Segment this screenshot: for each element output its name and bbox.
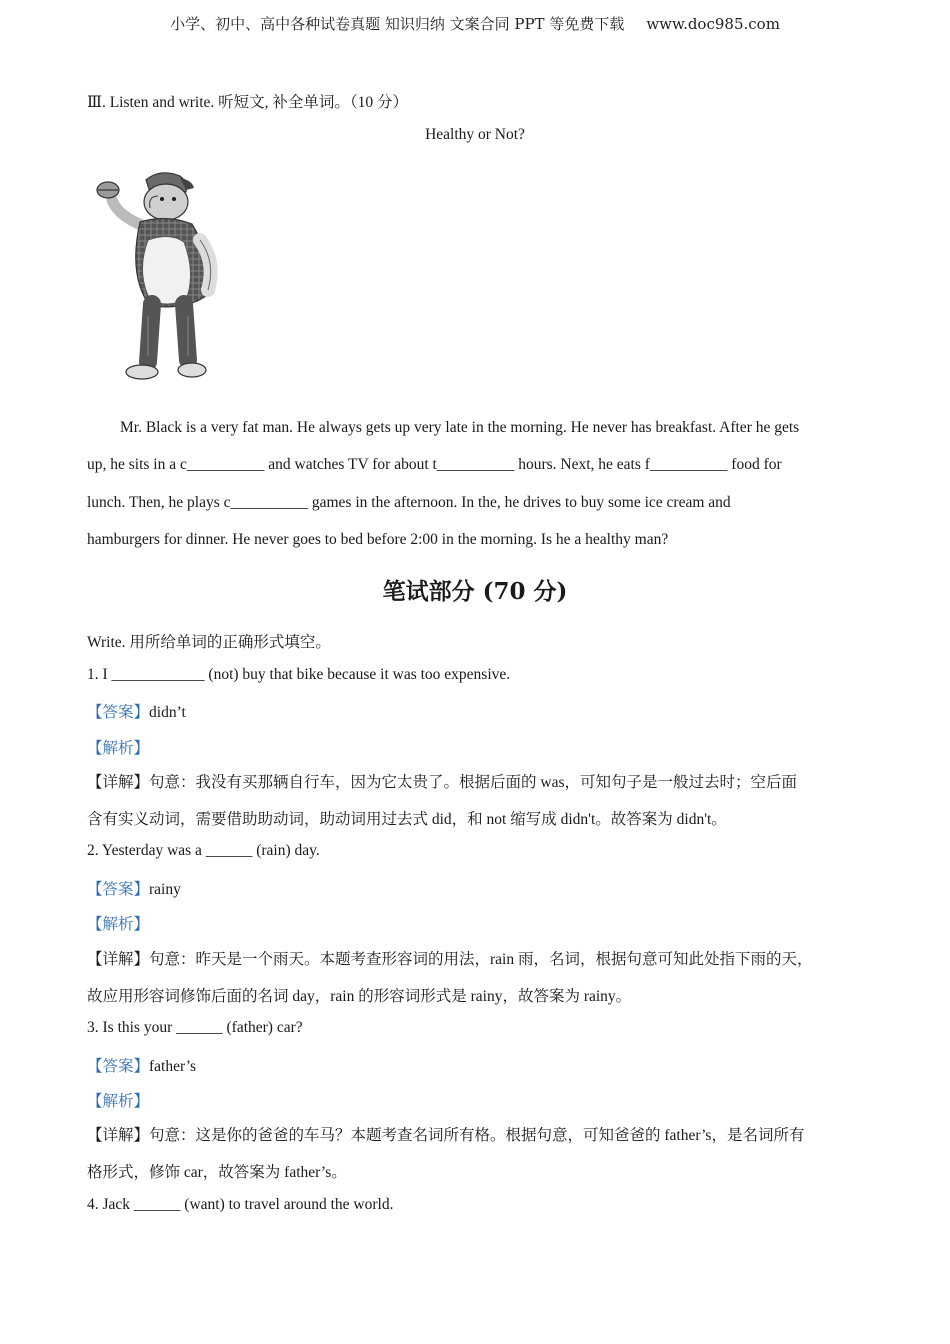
analysis-3 [87, 1089, 149, 1111]
analysis-tag: 【解析】 [87, 740, 150, 757]
analysis-2 [87, 912, 149, 934]
detail-1-text: 句意：我没有买那辆自行车，因为它太贵了。根据后面的 was，可知句子是一般过去时；空后面 [149, 774, 797, 791]
detail-2-text: 句意：昨天是一个雨天。本题考查形容词的用法，rain 雨，名词，根据句意可知此处指下雨的天， [149, 951, 813, 968]
passage-line-2: up, he sits in a c__________ and watches TV for about t__________ hours. Next, he eats f__________ food for [87, 456, 782, 473]
fat-man-illustration [88, 166, 220, 384]
passage-line-4: hamburgers for dinner. He never goes to bed before 2:00 in the morning. Is he a healthy man? [87, 531, 669, 548]
analysis-tag: 【解析】 [87, 1093, 150, 1110]
detail-2-line-1 [87, 947, 813, 969]
listening-section-title: Ⅲ. Listen and write. 听短文, 补全单词。（10 分） [87, 94, 409, 111]
answer-1 [87, 700, 186, 722]
detail-tag: 【详解】 [87, 1127, 150, 1144]
question-3: 3. Is this your ______ (father) car? [87, 1019, 303, 1036]
detail-3-line-1 [87, 1123, 804, 1145]
passage-line-3: lunch. Then, he plays c__________ games in the afternoon. In the, he drives to buy some ice cream and [87, 494, 731, 511]
written-section-title: 笔试部分 (70 分) [382, 578, 568, 605]
answer-3-value: father’s [149, 1058, 197, 1075]
detail-3-line-2: 格形式，修饰 car，故答案为 father’s。 [87, 1164, 347, 1181]
written-instruction: Write. 用所给单词的正确形式填空。 [87, 634, 331, 651]
detail-1-line-2: 含有实义动词，需要借助助动词，助动词用过去式 did，和 not 缩写成 didn't。故答案为 didn't。 [87, 811, 727, 828]
page-header [0, 13, 950, 34]
answer-2-value: rainy [149, 881, 181, 898]
answer-tag: 【答案】 [87, 704, 150, 721]
detail-2-line-2: 故应用形容词修饰后面的名词 day，rain 的形容词形式是 rainy，故答案为 rainy。 [87, 988, 632, 1005]
header-site[interactable]: www.doc985.com [646, 15, 780, 33]
answer-2 [87, 877, 181, 899]
question-2: 2. Yesterday was a ______ (rain) day. [87, 842, 320, 859]
detail-tag: 【详解】 [87, 951, 150, 968]
answer-tag: 【答案】 [87, 1058, 150, 1075]
header-title: 小学、初中、高中各种试卷真题 知识归纳 文案合同 PPT 等免费下载 [170, 15, 625, 33]
detail-tag: 【详解】 [87, 774, 150, 791]
detail-1-line-1 [87, 770, 797, 792]
analysis-1 [87, 736, 149, 758]
question-4: 4. Jack ______ (want) to travel around the world. [87, 1196, 394, 1213]
answer-1-value: didn’t [149, 704, 186, 721]
answer-3 [87, 1054, 196, 1076]
question-1: 1. I ____________ (not) buy that bike because it was too expensive. [87, 666, 511, 683]
detail-3-text: 句意：这是你的爸爸的车马？本题考查名词所有格。根据句意，可知爸爸的 father’s，是名词所有 [149, 1127, 805, 1144]
passage-title: Healthy or Not? [425, 126, 525, 143]
answer-tag: 【答案】 [87, 881, 150, 898]
passage-line-1: Mr. Black is a very fat man. He always gets up very late in the morning. He never has breakfast. After he gets [120, 419, 800, 436]
analysis-tag: 【解析】 [87, 916, 150, 933]
